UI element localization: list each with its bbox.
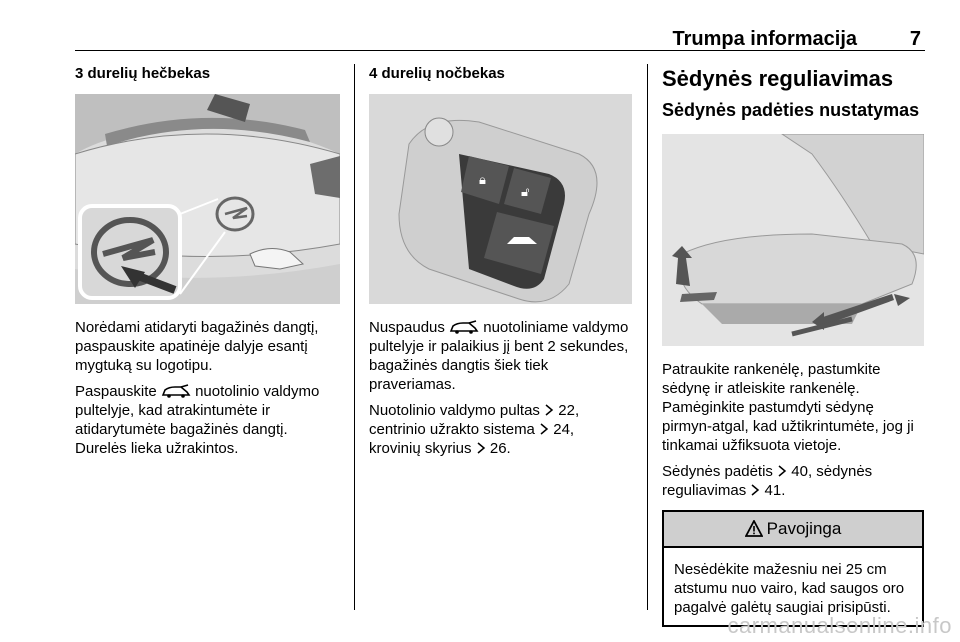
warning-text: Nesėdėkite mažesniu nei 25 cm atstumu nuo vairo, kad saugos oro pagalvė galėtų saugiai prisipūsti. — [674, 561, 905, 616]
page-reference-icon — [544, 402, 554, 414]
section-subtitle: Sėdynės padėties nustatymas — [662, 100, 920, 120]
column-divider — [354, 64, 355, 610]
section-title: Sėdynės reguliavimas — [662, 66, 894, 91]
header-title: Trumpa informacija — [672, 28, 857, 50]
page-reference-icon — [539, 421, 549, 433]
svg-text:🔓︎: 🔓︎ — [521, 185, 530, 200]
page-link[interactable]: 24, — [553, 421, 575, 438]
column-seat — [662, 64, 924, 616]
paragraph: Nuspaudus nuotoliniame valdymo pultelyje ir palaikius jį bent 2 sekundes, bagažinės dangtis šiek tiek praveriamas. — [369, 319, 629, 393]
paragraph: Nuotolinio valdymo pultas 22, centrinio užrakto sistema 24, krovinių skyrius 26. — [369, 402, 580, 457]
page-link[interactable]: 41. — [764, 482, 786, 499]
tailgate-figure — [75, 94, 340, 304]
svg-text:🔒︎: 🔒︎ — [479, 173, 486, 188]
page-header — [75, 22, 925, 51]
seat-figure — [662, 134, 924, 346]
paragraph: Patraukite rankenėlę, pastumkite sėdynę ir atleiskite rankenėlę. — [662, 361, 881, 397]
paragraph: Sėdynės padėtis 40, sėdynės reguliavimas 41. — [662, 463, 873, 499]
paragraph: Paspauskite nuotolinio valdymo pultelyje, kad atrakintumėte ir atidarytumėte bagažinės dangtį. Durelės lieka užrakintos. — [75, 383, 320, 457]
paragraph: Norėdami atidaryti bagažinės dangtį, paspauskite apatinėje dalyje esantį mygtuką su logotipu. — [75, 319, 319, 374]
page-number: 7 — [909, 28, 921, 50]
warning-icon — [745, 520, 763, 538]
warning-title: Pavojinga — [766, 519, 842, 538]
page-reference-icon — [476, 440, 486, 452]
page-link[interactable]: 22, — [558, 402, 580, 419]
remote-key-figure — [369, 94, 632, 304]
section-heading: 4 durelių nočbekas — [369, 65, 505, 82]
page-link[interactable]: 40, — [791, 463, 813, 480]
car-open-trunk-icon — [161, 384, 191, 398]
page-reference-icon — [777, 463, 787, 475]
paragraph: Pamėginkite pastumdyti sėdynę pirmyn-atgal, kad užtikrintumėte, jog ji tinkamai užfiksuota vietoje. — [662, 399, 914, 454]
page-reference-icon — [750, 482, 760, 494]
column-divider — [647, 64, 648, 610]
car-open-trunk-icon — [449, 320, 479, 334]
watermark: carmanualsonline.info — [727, 613, 952, 638]
warning-header — [664, 512, 922, 548]
column-notchback — [369, 64, 632, 612]
warning-box — [662, 510, 924, 627]
page-link[interactable]: 26. — [489, 440, 511, 457]
section-heading: 3 durelių hečbekas — [75, 65, 211, 82]
column-hatchback — [75, 64, 340, 612]
